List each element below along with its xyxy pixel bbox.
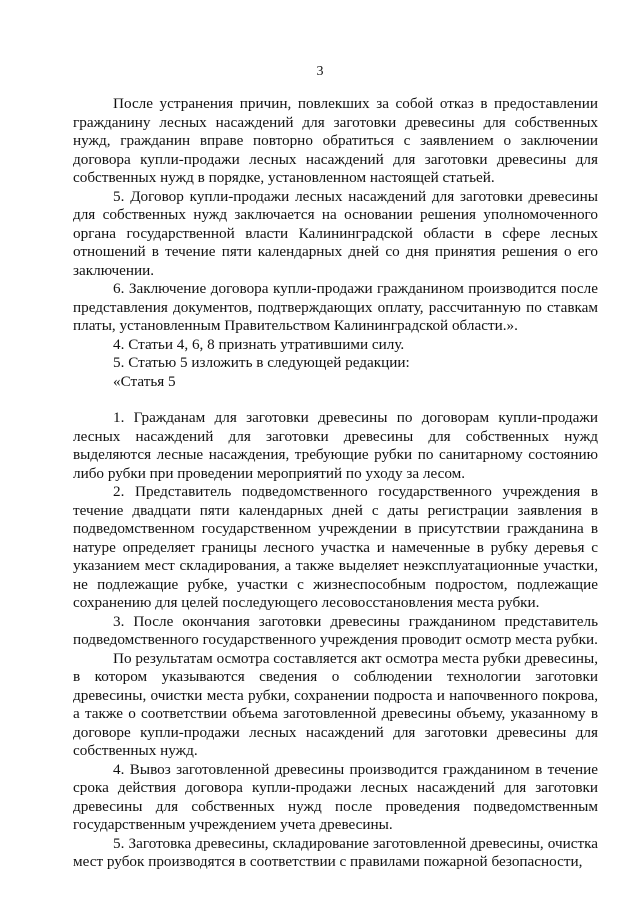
- paragraph: 4. Статьи 4, 6, 8 признать утратившими силу.: [113, 335, 405, 353]
- paragraph: 2. Представитель подведомственного государственного учреждения в течение двадцати пяти календарных дней с даты регистрации заявления в подведомственном государственном учреждении в присутствии гражданина в натуре определяет границы лесного участка и намеченные в рубку деревья с указанием мест складирования, а также выделяет неэксплуатационные участки, не подлежащие рубке, участки с жизнеспособным подростом, подлежащие сохранению для целей последующего лесовосстановления места рубки.: [73, 483, 598, 611]
- paragraph: После устранения причин, повлекших за собой отказ в предоставлении гражданину лесных насаждений для заготовки древесины для собственных нужд, гражданин вправе повторно обратиться с заявлением о заключении договора купли-продажи лесных насаждений для заготовки древесины для собственных нужд в порядке, установленном настоящей статьей.: [73, 95, 598, 186]
- paragraph: 3. После окончания заготовки древесины гражданином представитель подведомственного государственного учреждения проводит осмотр места рубки.: [73, 612, 598, 648]
- document-body: [73, 95, 598, 872]
- page-number: 3: [316, 64, 324, 79]
- paragraph: 5. Договор купли-продажи лесных насаждений для заготовки древесины для собственных нужд заключается на основании решения уполномоченного органа государственной власти Калининградской области в сфере лесных отношений в течение пяти календарных дней со дня принятия решения о его заключении.: [73, 187, 598, 279]
- paragraph: 5. Заготовка древесины, складирование заготовленной древесины, очистка мест рубок производятся в соответствии с правилами пожарной безопасности,: [73, 834, 598, 870]
- article-heading: «Статья 5: [113, 372, 176, 390]
- paragraph: 4. Вывоз заготовленной древесины производится гражданином в течение срока действия договора купли-продажи лесных насаждений для заготовки древесины для собственных нужд после проведения подведомственным государственным учреждением учета древесины.: [73, 760, 598, 833]
- paragraph: 1. Гражданам для заготовки древесины по договорам купли-продажи лесных насаждений для заготовки древесины для собственных нужд выделяются лесные насаждения, требующие рубки по санитарному состоянию либо рубки при проведении мероприятий по уходу за лесом.: [73, 409, 598, 482]
- paragraph: 5. Статью 5 изложить в следующей редакции:: [113, 354, 410, 371]
- paragraph: По результатам осмотра составляется акт осмотра места рубки древесины, в котором указываются сведения о соблюдении технологии заготовки древесины, очистки места рубки, сохранении подроста и напочвенного покрова, а также о соответствии объема заготовленной древесины объему, указанному в договоре купли-продажи лесных насаждений для заготовки древесины для собственных нужд.: [73, 649, 598, 759]
- paragraph: 6. Заключение договора купли-продажи гражданином производится после представления документов, подтверждающих оплату, рассчитанную по ставкам платы, установленным Правительством Калининградской области.».: [73, 280, 598, 334]
- spacer: [73, 391, 598, 409]
